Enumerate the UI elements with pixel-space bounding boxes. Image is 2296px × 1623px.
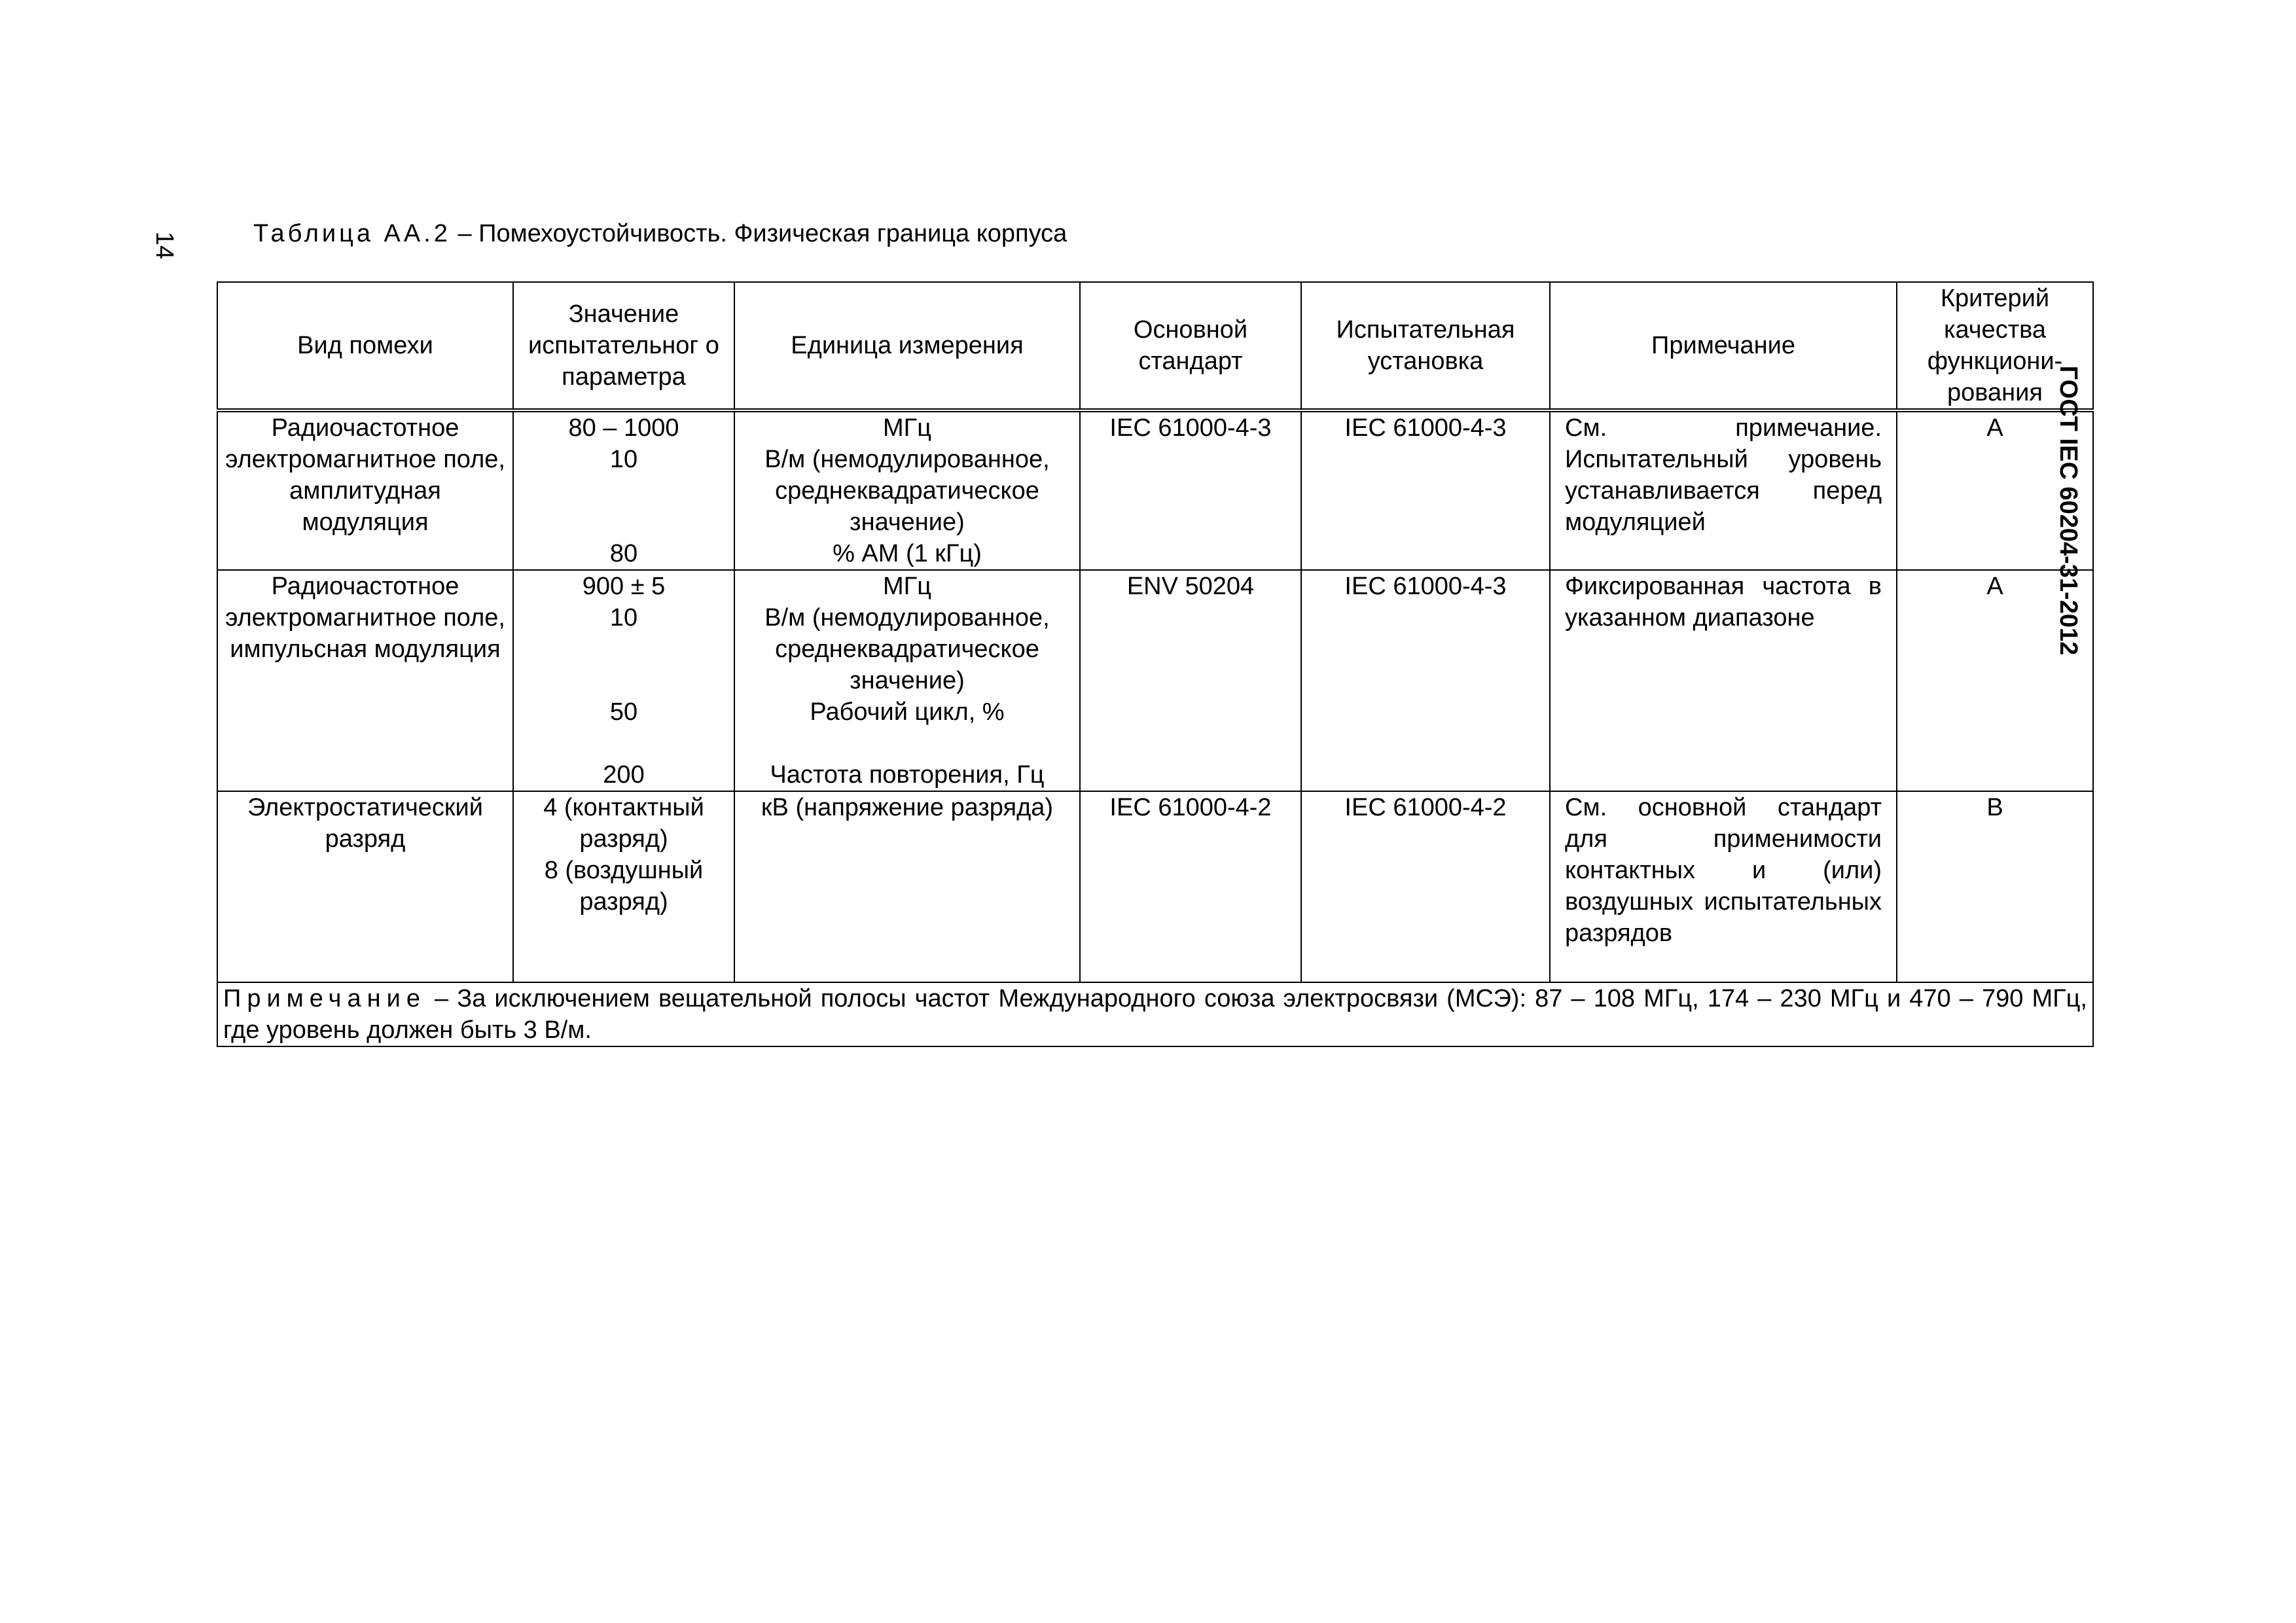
- unit-line: МГц: [883, 414, 931, 442]
- cell-test-setup: IEC 61000-4-3: [1301, 570, 1550, 791]
- unit-line: В/м (немодулированное, среднеквадратическое значение): [764, 604, 1050, 694]
- cell-units: [734, 570, 1080, 791]
- table-row: [217, 410, 2093, 570]
- value-line: [519, 633, 728, 665]
- table-footnote-row: [217, 982, 2093, 1046]
- value-line: [519, 475, 728, 507]
- footnote-text: – За исключением вещательной полосы частот Международного союза электросвязи (МСЭ): 87 – 108 МГц, 174 – 230 МГц и 470 – 790 МГц, где уровень должен быть 3 В/м.: [223, 985, 2087, 1044]
- page-number: 14: [151, 231, 179, 260]
- value-line: 900 ± 5: [582, 573, 666, 600]
- cell-disturbance-type: Радиочастотное электромагнитное поле, импульсная модуляция: [217, 570, 513, 791]
- unit-line: [740, 728, 1074, 759]
- cell-test-values: [513, 791, 734, 982]
- header-disturbance-type: Вид помехи: [217, 282, 513, 410]
- value-line: 4 (контактный разряд): [543, 794, 704, 853]
- table-row: [217, 570, 2093, 791]
- cell-disturbance-type: Электростатический разряд: [217, 791, 513, 982]
- value-line: [519, 728, 728, 759]
- value-line: 80: [609, 540, 638, 567]
- table-caption-text: – Помехоустойчивость. Физическая граница корпуса: [450, 220, 1067, 247]
- cell-test-values: [513, 410, 734, 570]
- header-test-setup: Испытательная установка: [1301, 282, 1550, 410]
- cell-criterion: B: [1897, 791, 2093, 982]
- unit-line: В/м (немодулированное, среднеквадратическое значение): [764, 446, 1050, 536]
- value-line: 10: [609, 446, 638, 473]
- header-test-value: Значение испытательног о параметра: [513, 282, 734, 410]
- table-header-row: [217, 282, 2093, 410]
- unit-line: % АМ (1 кГц): [833, 540, 982, 567]
- value-line: [519, 665, 728, 696]
- cell-basic-standard: ENV 50204: [1080, 570, 1301, 791]
- value-line: 200: [603, 761, 645, 789]
- table-footnote: [217, 982, 2093, 1046]
- cell-test-setup: IEC 61000-4-2: [1301, 791, 1550, 982]
- cell-test-setup: IEC 61000-4-3: [1301, 410, 1550, 570]
- value-line: 10: [609, 604, 638, 632]
- cell-note: См. примечание. Испытательный уровень устанавливается перед модуляцией: [1550, 410, 1897, 570]
- table-caption: [253, 219, 1067, 249]
- cell-units: [734, 791, 1080, 982]
- cell-basic-standard: IEC 61000-4-3: [1080, 410, 1301, 570]
- value-line: 50: [609, 698, 638, 726]
- footnote-label: Примечание: [223, 985, 426, 1012]
- cell-note: Фиксированная частота в указанном диапазоне: [1550, 570, 1897, 791]
- table-caption-label: Таблица АА.2: [253, 220, 451, 247]
- immunity-table: [217, 281, 2094, 1047]
- header-note: Примечание: [1550, 282, 1897, 410]
- unit-line: Частота повторения, Гц: [770, 761, 1045, 789]
- document-code: ГОСТ IEC 60204-31-2012: [2054, 365, 2082, 656]
- cell-note: См. основной стандарт для применимости контактных и (или) воздушных испытательных разрядов: [1550, 791, 1897, 982]
- cell-disturbance-type: Радиочастотное электромагнитное поле, амплитудная модуляция: [217, 410, 513, 570]
- cell-test-values: [513, 570, 734, 791]
- header-unit: Единица измерения: [734, 282, 1080, 410]
- cell-units: [734, 410, 1080, 570]
- table-row: [217, 791, 2093, 982]
- unit-line: МГц: [883, 573, 931, 600]
- value-line: 80 – 1000: [568, 414, 679, 442]
- header-basic-standard: Основной стандарт: [1080, 282, 1301, 410]
- cell-criterion: A: [1897, 570, 2093, 791]
- value-line: [519, 507, 728, 538]
- header-criterion: Критерий качества функциони-рования: [1897, 282, 2093, 410]
- cell-criterion: A: [1897, 410, 2093, 570]
- unit-line: кВ (напряжение разряда): [761, 794, 1054, 821]
- unit-line: Рабочий цикл, %: [810, 698, 1005, 726]
- cell-basic-standard: IEC 61000-4-2: [1080, 791, 1301, 982]
- value-line: 8 (воздушный разряд): [544, 857, 704, 916]
